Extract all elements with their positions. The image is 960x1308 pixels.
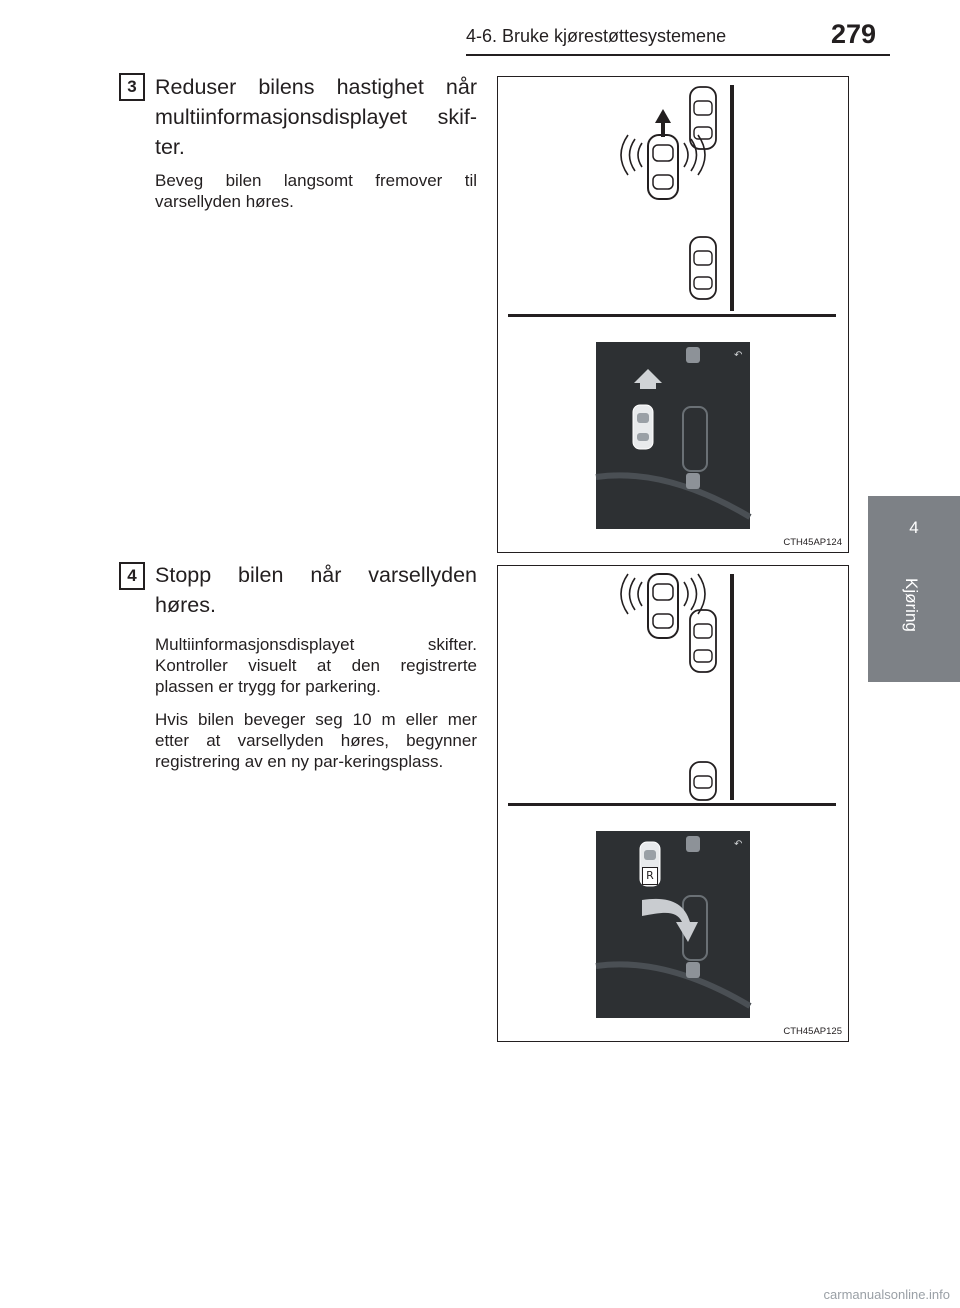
step-paragraph: Hvis bilen beveger seg 10 m eller mer etter at varsellyden høres, begynner registrering av en ny par-keringsplass. xyxy=(155,710,477,771)
reverse-mark: R xyxy=(642,867,658,885)
back-icon: ↶ xyxy=(734,350,743,361)
multi-information-display xyxy=(596,342,750,529)
forward-arrow-icon xyxy=(655,109,671,137)
own-car-icon xyxy=(648,574,678,638)
step-body xyxy=(155,634,477,784)
illustration xyxy=(498,77,848,552)
illustration xyxy=(498,566,848,1041)
chapter-tab xyxy=(868,496,960,682)
section-title: 4-6. Bruke kjørestøttesystemene xyxy=(466,26,727,46)
step-paragraph: Multiinformasjonsdisplayet skifter. Kontroller visuelt at den registrerte plassen er trygg for parkering. xyxy=(155,635,477,696)
figure-code: CTH45AP125 xyxy=(783,1026,842,1037)
multi-information-display xyxy=(596,831,750,1018)
step-number-box: 3 xyxy=(119,73,145,101)
own-car-icon xyxy=(633,405,653,449)
back-icon: ↶ xyxy=(734,839,743,850)
figure-parking-stop xyxy=(497,565,849,1042)
footer-watermark: carmanualsonline.info xyxy=(823,1287,950,1302)
step-paragraph: Beveg bilen langsomt fremover til varsellyden høres. xyxy=(155,171,477,211)
parked-car-icon xyxy=(690,610,716,672)
step-title: Stopp bilen når varsellyden høres. xyxy=(155,563,477,617)
page-number: 279 xyxy=(831,19,877,49)
chapter-label: Kjøring xyxy=(902,578,921,632)
chapter-number: 4 xyxy=(909,518,919,537)
parked-car-icon xyxy=(690,762,716,800)
figure-code: CTH45AP124 xyxy=(783,537,842,548)
step-title: Reduser bilens hastighet når multiinformasjonsdisplayet skif-ter. xyxy=(155,75,477,159)
step-body xyxy=(155,170,477,224)
figure-parking-approach xyxy=(497,76,849,553)
own-car-icon xyxy=(648,135,678,199)
parked-car-icon xyxy=(690,237,716,299)
header-rule xyxy=(466,54,890,56)
step-number-box: 4 xyxy=(119,562,145,590)
parked-car-icon xyxy=(690,87,716,149)
